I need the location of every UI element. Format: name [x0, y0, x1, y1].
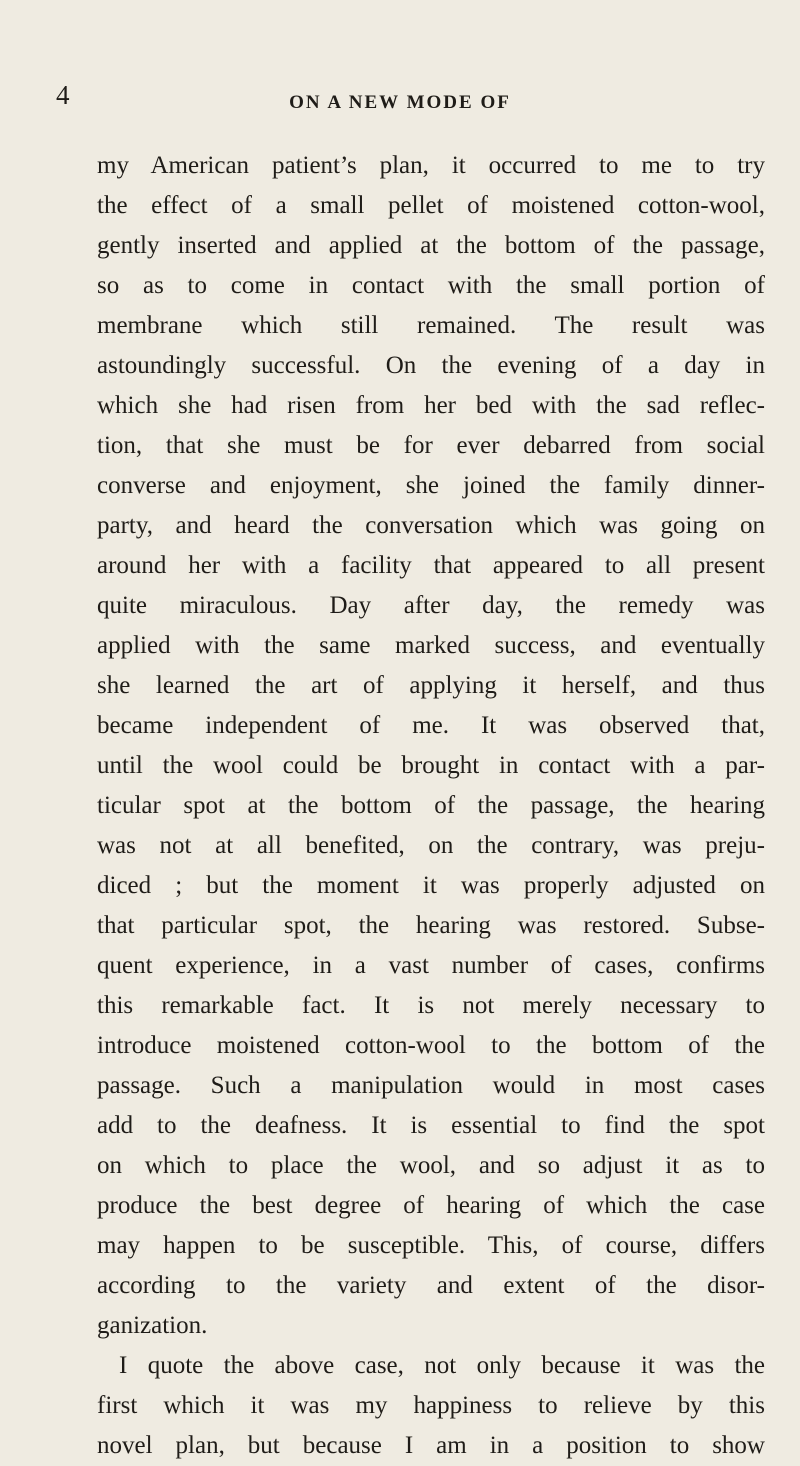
text-line: applied with the same marked success, and eventually	[97, 632, 765, 659]
text-line: was not at all benefited, on the contrary, was preju-	[97, 832, 765, 859]
page-number: 4	[56, 80, 70, 110]
text-line: my American patient’s plan, it occurred to me to try	[97, 152, 765, 179]
text-line: quite miraculous. Day after day, the remedy was	[97, 592, 765, 619]
text-line: the effect of a small pellet of moistened cotton-wool,	[97, 192, 765, 219]
text-line: astoundingly successful. On the evening of a day in	[97, 352, 765, 379]
text-line: this remarkable fact. It is not merely necessary to	[97, 992, 765, 1019]
text-line: produce the best degree of hearing of which the case	[97, 1192, 765, 1219]
text-line: quent experience, in a vast number of cases, confirms	[97, 952, 765, 979]
text-line: first which it was my happiness to relieve by this	[97, 1392, 765, 1419]
text-line: introduce moistened cotton-wool to the bottom of the	[97, 1032, 765, 1059]
text-line: that particular spot, the hearing was restored. Subse-	[97, 912, 765, 939]
text-line: until the wool could be brought in contact with a par-	[97, 752, 765, 779]
text-line: passage. Such a manipulation would in most cases	[97, 1072, 765, 1099]
text-line: on which to place the wool, and so adjust it as to	[97, 1152, 765, 1179]
text-line: she learned the art of applying it herself, and thus	[97, 672, 765, 699]
text-line: I quote the above case, not only because it was the	[119, 1352, 765, 1379]
text-line: which she had risen from her bed with the sad reflec-	[97, 392, 765, 419]
text-line: tion, that she must be for ever debarred from social	[97, 432, 765, 459]
text-line: ganization.	[97, 1312, 208, 1339]
text-line: diced ; but the moment it was properly adjusted on	[97, 872, 765, 899]
text-line: became independent of me. It was observed that,	[97, 712, 765, 739]
text-line: novel plan, but because I am in a position to show	[97, 1432, 765, 1459]
text-line: ticular spot at the bottom of the passage, the hearing	[97, 792, 765, 819]
text-line: membrane which still remained. The result was	[97, 312, 765, 339]
text-line: converse and enjoyment, she joined the family dinner-	[97, 472, 765, 499]
text-line: may happen to be susceptible. This, of course, differs	[97, 1232, 765, 1259]
running-head: ON A NEW MODE OF	[289, 92, 511, 113]
text-line: gently inserted and applied at the bottom of the passage,	[97, 232, 765, 259]
text-line: around her with a facility that appeared to all present	[97, 552, 765, 579]
text-line: add to the deafness. It is essential to find the spot	[97, 1112, 765, 1139]
body-text	[97, 146, 765, 1466]
text-line: party, and heard the conversation which was going on	[97, 512, 765, 539]
text-line: according to the variety and extent of the disor-	[97, 1272, 765, 1299]
text-line: so as to come in contact with the small portion of	[97, 272, 765, 299]
